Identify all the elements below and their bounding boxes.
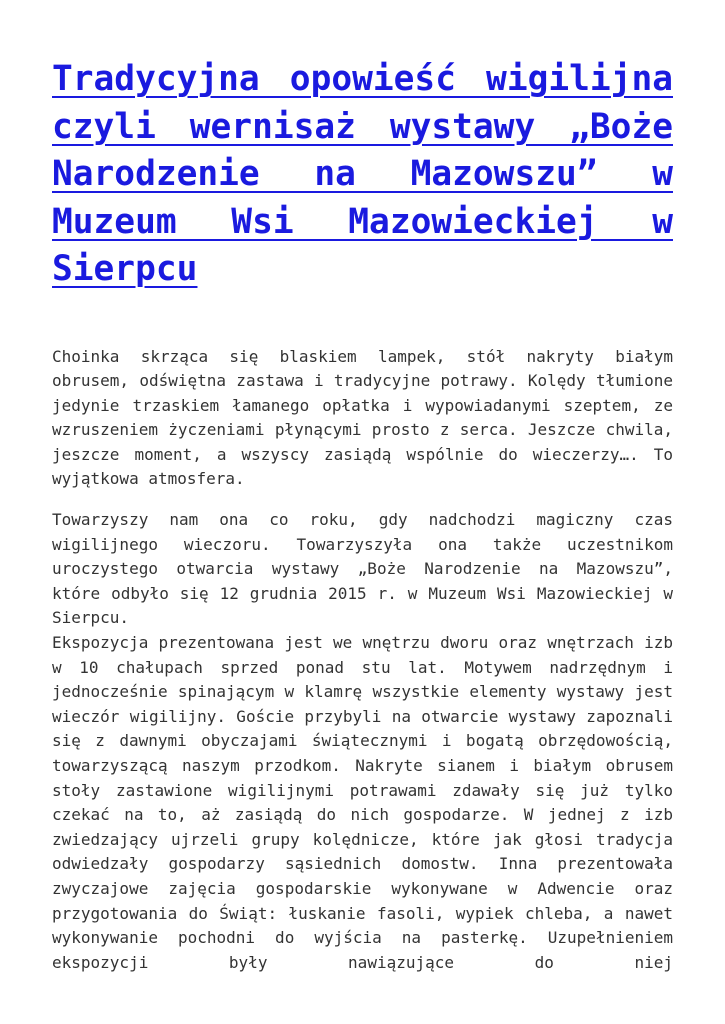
paragraph-exhibition: Ekspozycja prezentowana jest we wnętrzu dworu oraz wnętrzach izb w 10 chałupach sprzed ponad stu lat. Motywem nadrzędnym i jednocześnie spinającym w klamrę wszystkie elementy wystawy jest wieczór wigilijny. Goście przybyli na otwarcie wystawy zapoznali się z dawnymi obyczajami świątecznymi i bogatą obrzędowością, towarzyszącą naszym przodkom. Nakryte sianem i białym obrusem stoły zastawione wigilijnymi potrawami zdawały się już tylko czekać na to, aż zasiądą do nich gospodarze. W jednej z izb zwiedzający ujrzeli grupy kolędnicze, które jak głosi tradycja odwiedzały gospodarzy sąsiednich domostw. Inna prezentowała zwyczajowe zajęcia gospodarskie wykonywane w Adwencie oraz przygotowania do Świąt: łuskanie fasoli, wypiek chleba, a nawet wykonywanie pochodni do wyjścia na pasterkę. Uzupełnieniem ekspozycji były nawiązujące do niej (52, 633, 673, 972)
paragraph-opening: Towarzyszy nam ona co roku, gdy nadchodzi magiczny czas wigilijnego wieczoru. Towarzyszyła ona także uczestnikom uroczystego otwarcia wystawy „Boże Narodzenie na Mazowszu”, które odbyło się 12 grudnia 2015 r. w Muzeum Wsi Mazowieckiej w Sierpcu. (52, 510, 673, 628)
article (52, 56, 673, 975)
paragraph-intro: Choinka skrząca się blaskiem lampek, stół nakryty białym obrusem, odświętna zastawa i tradycyjne potrawy. Kolędy tłumione jedynie trzaskiem łamanego opłatka i wypowiadanymi szeptem, ze wzruszeniem życzeniami płynącymi prosto z serca. Jeszcze chwila, jeszcze moment, a wszyscy zasiądą wspólnie do wieczerzy…. To wyjątkowa atmosfera. (52, 346, 673, 489)
article-title-link[interactable]: Tradycyjna opowieść wigilijna czyli wernisaż wystawy „Boże Narodzenie na Mazowszu” w Muzeum Wsi Mazowieckiej w Sierpcu (52, 59, 673, 289)
article-title (52, 56, 673, 294)
